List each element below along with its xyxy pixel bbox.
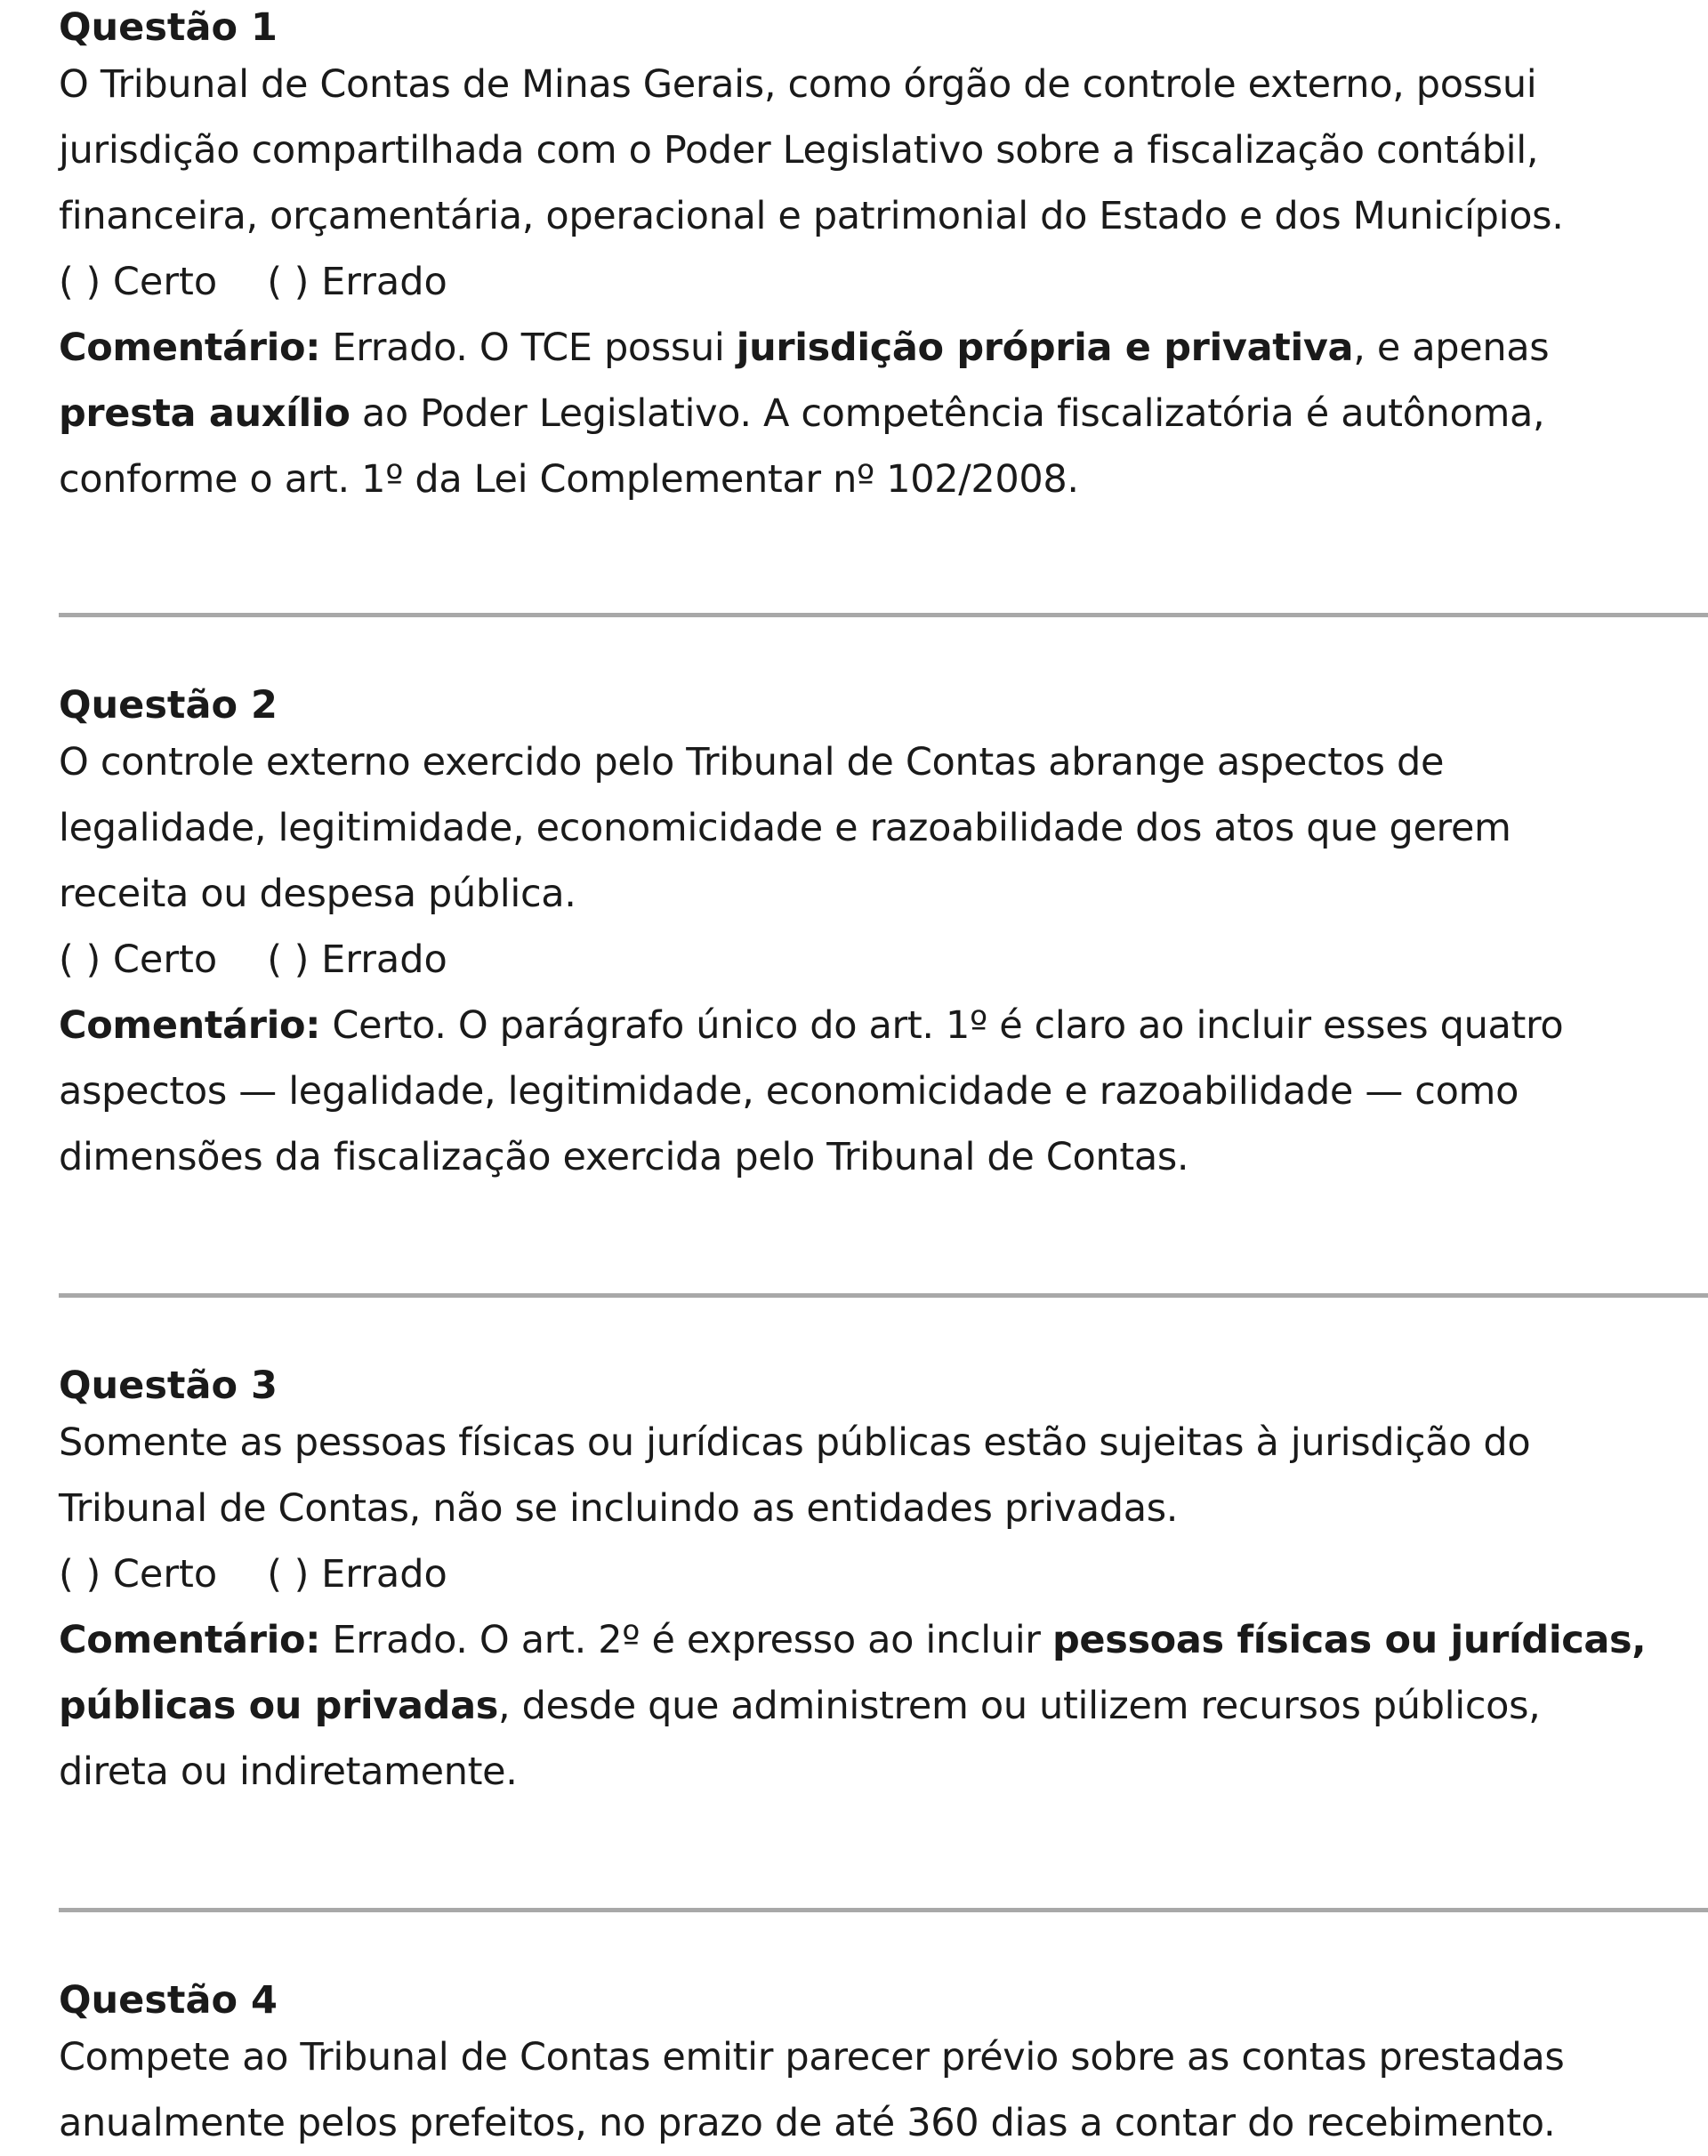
question-title: Questão 3	[59, 1364, 278, 1408]
comment-line: conforme o art. 1º da Lei Complementar nº 102/2008.	[59, 457, 1079, 502]
question-title: Questão 2	[59, 683, 278, 728]
comment-text: ao Poder Legislativo. A competência fiscalizatória é autônoma,	[350, 391, 1545, 436]
statement-line: jurisdição compartilhada com o Poder Legislativo sobre a fiscalização contábil,	[59, 128, 1539, 173]
comment-line	[59, 1673, 1708, 1739]
divider	[59, 1908, 1708, 1912]
statement-line: receita ou despesa pública.	[59, 872, 576, 916]
statement-line: Somente as pessoas físicas ou jurídicas públicas estão sujeitas à jurisdição do	[59, 1420, 1531, 1465]
statement-line: O controle externo exercido pelo Tribunal de Contas abrange aspectos de	[59, 740, 1445, 784]
question-statement	[59, 729, 1708, 927]
option-errado: ( ) Errado	[267, 260, 447, 304]
divider	[59, 1293, 1708, 1298]
comment-text: Errado. O TCE possui	[320, 326, 737, 370]
question-1	[59, 0, 1708, 512]
statement-line: anualmente pelos prefeitos, no prazo de até 360 dias a contar do recebimento.	[59, 2101, 1556, 2145]
question-2	[59, 678, 1708, 1190]
document-page	[59, 0, 1708, 2156]
question-3	[59, 1358, 1708, 1805]
option-certo: ( ) Certo	[59, 1552, 218, 1597]
comment-line	[59, 1607, 1708, 1673]
comment-line: direta ou indiretamente.	[59, 1750, 518, 1794]
comment-text: Certo. O parágrafo único do art. 1º é claro ao incluir esses quatro	[320, 1003, 1564, 1048]
comment-label: Comentário:	[59, 1618, 321, 1662]
statement-line: Tribunal de Contas, não se incluindo as entidades privadas.	[59, 1486, 1179, 1531]
option-certo: ( ) Certo	[59, 260, 218, 304]
comment-line	[59, 993, 1708, 1058]
option-certo: ( ) Certo	[59, 937, 218, 982]
comment-line: aspectos — legalidade, legitimidade, economicidade e razoabilidade — como	[59, 1069, 1519, 1114]
statement-line: Compete ao Tribunal de Contas emitir parecer prévio sobre as contas prestadas	[59, 2035, 1565, 2080]
comment-line	[59, 315, 1708, 381]
statement-line: legalidade, legitimidade, economicidade e razoabilidade dos atos que gerem	[59, 806, 1511, 850]
statement-line: financeira, orçamentária, operacional e patrimonial do Estado e dos Municípios.	[59, 194, 1564, 238]
question-title: Questão 1	[59, 5, 278, 50]
question-statement	[59, 1410, 1708, 1541]
comment-line	[59, 381, 1708, 446]
answer-options	[59, 1541, 1708, 1607]
question-comment	[59, 315, 1708, 512]
option-errado: ( ) Errado	[267, 1552, 447, 1597]
comment-emphasis: jurisdição própria e privativa	[736, 326, 1354, 370]
answer-options	[59, 927, 1708, 993]
comment-text: Errado. O art. 2º é expresso ao incluir	[320, 1618, 1052, 1662]
comment-line: dimensões da fiscalização exercida pelo Tribunal de Contas.	[59, 1135, 1189, 1179]
comment-label: Comentário:	[59, 1003, 321, 1048]
question-4	[59, 1973, 1708, 2156]
question-statement	[59, 52, 1708, 249]
statement-line: O Tribunal de Contas de Minas Gerais, como órgão de controle externo, possui	[59, 62, 1537, 107]
comment-text: , desde que administrem ou utilizem recursos públicos,	[498, 1684, 1541, 1728]
divider	[59, 613, 1708, 617]
question-statement	[59, 2024, 1708, 2156]
comment-label: Comentário:	[59, 326, 321, 370]
comment-emphasis: pessoas físicas ou jurídicas,	[1051, 1618, 1647, 1662]
comment-text: , e apenas	[1353, 326, 1550, 370]
question-comment	[59, 1607, 1708, 1805]
answer-options	[59, 249, 1708, 315]
option-errado: ( ) Errado	[267, 937, 447, 982]
comment-emphasis: presta auxílio	[59, 391, 350, 436]
question-title: Questão 4	[59, 1978, 278, 2023]
question-comment	[59, 993, 1708, 1190]
comment-emphasis: públicas ou privadas	[59, 1684, 499, 1728]
